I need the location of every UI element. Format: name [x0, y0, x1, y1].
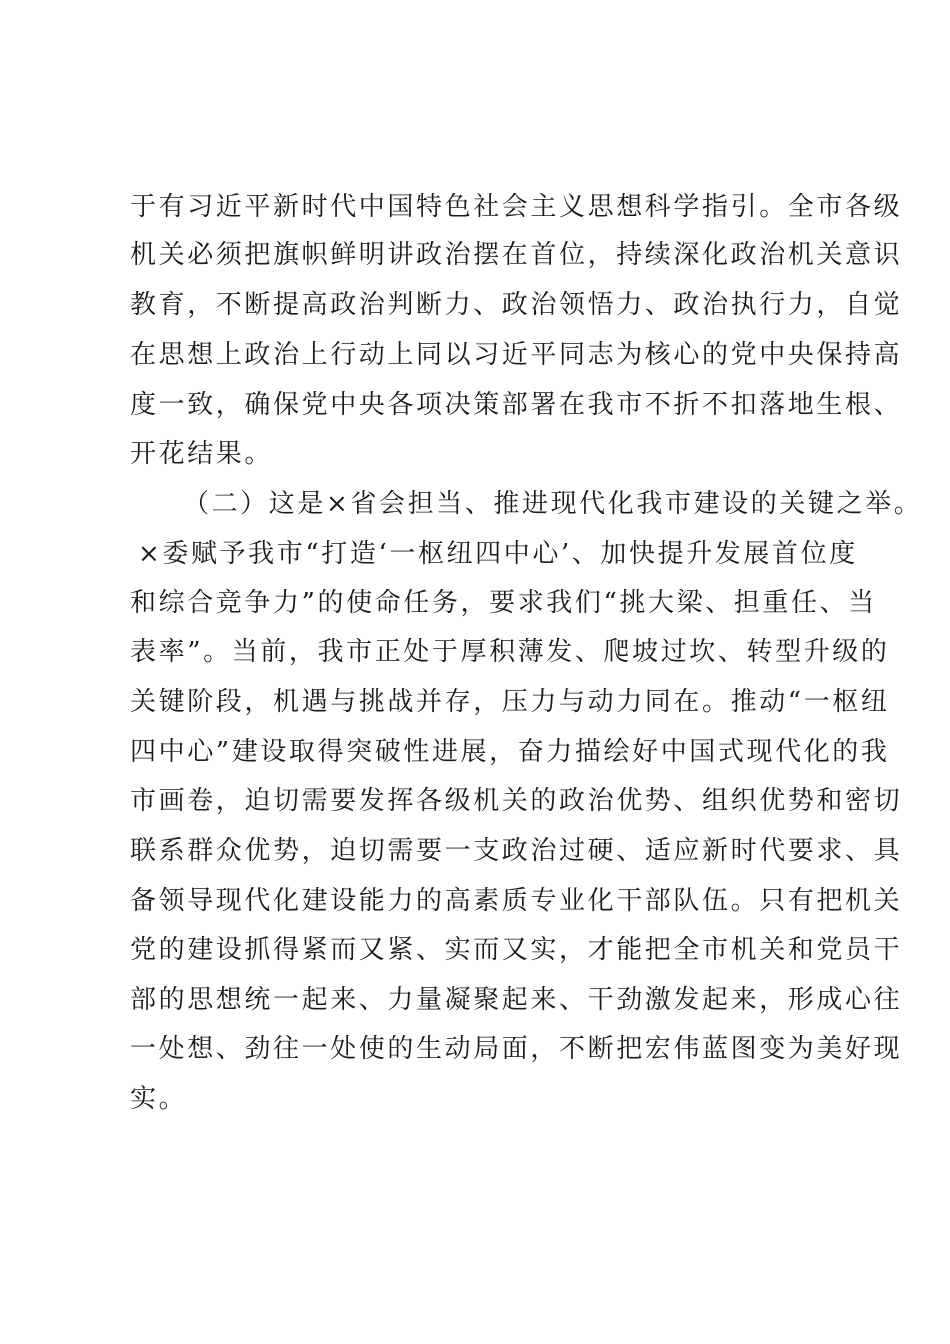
text-line: 四中心”建设取得突破性进展，奋力描绘好中国式现代化的我	[130, 737, 890, 767]
text-line: 表率”。当前，我市正处于厚积薄发、爬坡过坎、转型升级的	[130, 637, 890, 667]
text-line: 党的建设抓得紧而又紧、实而又实，才能把全市机关和党员干	[130, 935, 903, 965]
text-line: 实。	[130, 1084, 188, 1114]
text-line: 联系群众优势，迫切需要一支政治过硬、适应新时代要求、具	[130, 836, 903, 866]
text-line: 度一致，确保党中央各项决策部署在我市不折不扣落地生根、	[130, 390, 903, 420]
text-line: 备领导现代化建设能力的高素质专业化干部队伍。只有把机关	[130, 886, 903, 916]
text-line: 市画卷，迫切需要发挥各级机关的政治优势、组织优势和密切	[130, 786, 903, 816]
text-line: 在思想上政治上行动上同以习近平同志为核心的党中央保持高	[130, 340, 903, 370]
text-line: 一处想、劲往一处使的生动局面，不断把宏伟蓝图变为美好现	[130, 1034, 903, 1064]
text-line: 部的思想统一起来、力量凝聚起来、干劲激发起来，形成心往	[130, 985, 903, 1015]
text-line: 机关必须把旗帜鲜明讲政治摆在首位，持续深化政治机关意识	[130, 240, 903, 270]
text-line: 于有习近平新时代中国特色社会主义思想科学指引。全市各级	[130, 192, 903, 222]
text-line: 开花结果。	[130, 439, 274, 469]
text-line: 和综合竞争力”的使命任务，要求我们“挑大梁、担重任、当	[130, 588, 877, 618]
paragraph-heading-line: （二）这是×省会担当、推进现代化我市建设的关键之举。	[183, 489, 923, 519]
text-line: ×委赋予我市“打造‘一枢纽四中心’、加快提升发展首位度	[138, 539, 858, 569]
text-line: 教育，不断提高政治判断力、政治领悟力、政治执行力，自觉	[130, 290, 903, 320]
text-line: 关键阶段，机遇与挑战并存，压力与动力同在。推动“一枢纽	[130, 687, 890, 717]
